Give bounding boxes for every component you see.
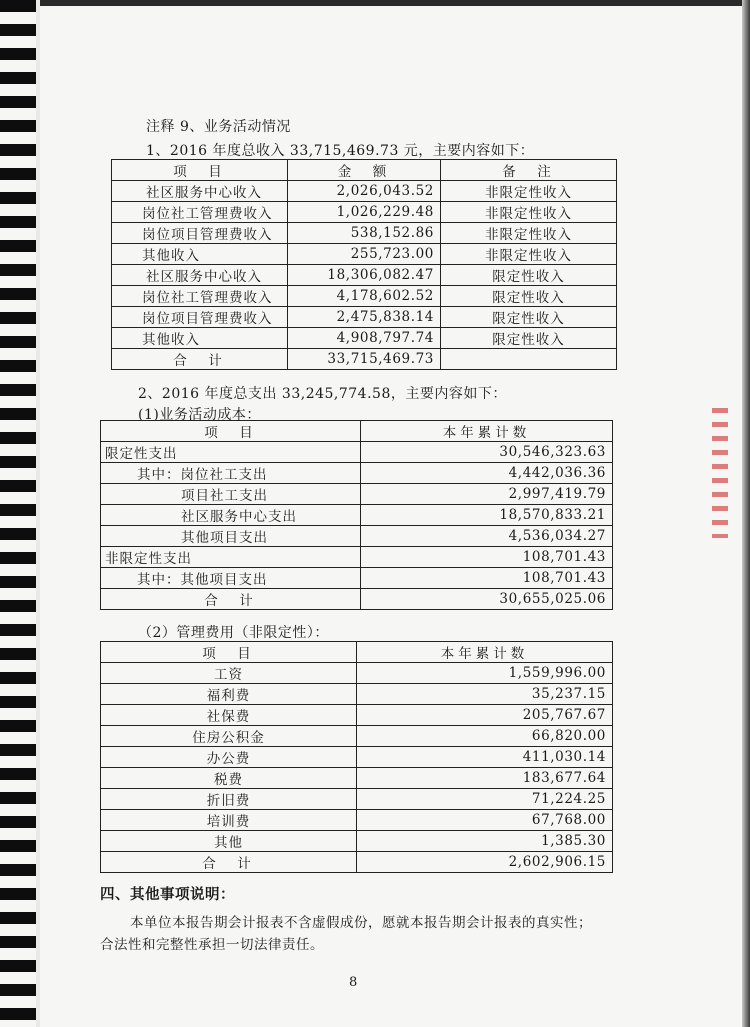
table-row (101, 726, 613, 747)
amount-value: 18,570,833.21 (361, 505, 613, 526)
item-name: 其他 (101, 831, 357, 852)
item-name: 其中：其他项目支出 (101, 568, 361, 589)
amount-value: 108,701.43 (361, 568, 613, 589)
item-name: 折旧费 (101, 789, 357, 810)
other-matters-heading: 四、其他事项说明： (100, 886, 235, 903)
item-name: 社保费 (101, 705, 357, 726)
table-row (101, 484, 613, 505)
table-row (112, 328, 617, 349)
statement-line-1: 本单位本报告期会计报表不含虚假成份，愿就本报告期会计报表的真实性； (130, 915, 592, 931)
binding-edge (36, 0, 40, 1027)
table-header-row (101, 421, 613, 442)
admin-expense-heading: （2）管理费用（非限定性）： (138, 625, 329, 641)
table-row (101, 684, 613, 705)
amount-value: 4,442,036.36 (361, 463, 613, 484)
total-row (101, 589, 613, 610)
amount-value: 35,237.15 (357, 684, 613, 705)
table-header-row (112, 160, 617, 181)
item-name: 岗位项目管理费收入 (112, 307, 288, 328)
table-row (101, 663, 613, 684)
item-name: 其他收入 (112, 244, 288, 265)
column-header-note: 备 注 (441, 160, 617, 181)
spiral-binding (0, 0, 36, 1027)
amount-value: 538,152.86 (288, 223, 441, 244)
total-row (101, 852, 613, 873)
item-name: 其他项目支出 (101, 526, 361, 547)
item-name: 限定性支出 (101, 442, 361, 463)
revenue-table (111, 159, 617, 370)
table-row (101, 705, 613, 726)
item-name: 岗位社工管理费收入 (112, 202, 288, 223)
amount-value: 4,178,602.52 (288, 286, 441, 307)
amount-value: 255,723.00 (288, 244, 441, 265)
amount-value: 1,385.30 (357, 831, 613, 852)
table-row (101, 526, 613, 547)
total-label: 合 计 (112, 349, 288, 370)
amount-value: 183,677.64 (357, 768, 613, 789)
item-name: 岗位项目管理费收入 (112, 223, 288, 244)
table-row (101, 810, 613, 831)
amount-value: 1,026,229.48 (288, 202, 441, 223)
table-row (101, 789, 613, 810)
note-value: 限定性收入 (441, 265, 617, 286)
item-name: 福利费 (101, 684, 357, 705)
item-name: 税费 (101, 768, 357, 789)
admin-expense-table (100, 641, 613, 873)
item-name: 办公费 (101, 747, 357, 768)
table-row (101, 547, 613, 568)
total-row (112, 349, 617, 370)
item-name: 其中：岗位社工支出 (101, 463, 361, 484)
item-name: 住房公积金 (101, 726, 357, 747)
column-header-ytd: 本年累计数 (357, 642, 613, 663)
amount-value: 1,559,996.00 (357, 663, 613, 684)
amount-value: 30,546,323.63 (361, 442, 613, 463)
note-value: 非限定性收入 (441, 244, 617, 265)
item-name: 非限定性支出 (101, 547, 361, 568)
table-row (101, 768, 613, 789)
amount-value: 2,026,043.52 (288, 181, 441, 202)
table-row (101, 747, 613, 768)
amount-value: 205,767.67 (357, 705, 613, 726)
item-name: 社区服务中心收入 (112, 181, 288, 202)
table-header-row (101, 642, 613, 663)
item-name: 其他收入 (112, 328, 288, 349)
item-name: 社区服务中心支出 (101, 505, 361, 526)
page-edge-shadow (742, 0, 750, 1027)
table-row (101, 505, 613, 526)
amount-value: 2,475,838.14 (288, 307, 441, 328)
total-amount: 2,602,906.15 (357, 852, 613, 873)
total-amount: 30,655,025.06 (361, 589, 613, 610)
column-header-item: 项 目 (112, 160, 288, 181)
empty-cell (441, 349, 617, 370)
note-title: 注释 9、业务活动情况 (146, 119, 291, 135)
business-cost-heading: (1)业务活动成本： (138, 407, 261, 423)
table-row (101, 568, 613, 589)
total-amount: 33,715,469.73 (288, 349, 441, 370)
column-header-item: 项 目 (101, 642, 357, 663)
revenue-heading: 1、2016 年度总收入 33,715,469.73 元，主要内容如下： (146, 143, 535, 159)
statement-line-2: 合法性和完整性承担一切法律责任。 (100, 937, 324, 953)
amount-value: 411,030.14 (357, 747, 613, 768)
amount-value: 2,997,419.79 (361, 484, 613, 505)
table-row (101, 442, 613, 463)
expense-heading: 2、2016 年度总支出 33,245,774.58，主要内容如下： (138, 386, 507, 402)
column-header-amount: 金 额 (288, 160, 441, 181)
total-label: 合 计 (101, 852, 357, 873)
table-row (101, 463, 613, 484)
table-row (112, 202, 617, 223)
amount-value: 71,224.25 (357, 789, 613, 810)
table-row (112, 286, 617, 307)
seal-stamp-marks (712, 408, 728, 538)
business-cost-table (100, 420, 613, 610)
note-value: 限定性收入 (441, 286, 617, 307)
item-name: 工资 (101, 663, 357, 684)
amount-value: 67,768.00 (357, 810, 613, 831)
table-row (112, 223, 617, 244)
note-value: 非限定性收入 (441, 223, 617, 244)
note-value: 限定性收入 (441, 328, 617, 349)
page-number: 8 (349, 975, 358, 990)
item-name: 社区服务中心收入 (112, 265, 288, 286)
table-row (112, 307, 617, 328)
table-row (101, 831, 613, 852)
item-name: 岗位社工管理费收入 (112, 286, 288, 307)
note-value: 非限定性收入 (441, 202, 617, 223)
total-label: 合 计 (101, 589, 361, 610)
table-row (112, 181, 617, 202)
amount-value: 18,306,082.47 (288, 265, 441, 286)
table-row (112, 265, 617, 286)
item-name: 项目社工支出 (101, 484, 361, 505)
note-value: 限定性收入 (441, 307, 617, 328)
note-value: 非限定性收入 (441, 181, 617, 202)
amount-value: 4,908,797.74 (288, 328, 441, 349)
column-header-ytd: 本年累计数 (361, 421, 613, 442)
item-name: 培训费 (101, 810, 357, 831)
amount-value: 4,536,034.27 (361, 526, 613, 547)
table-row (112, 244, 617, 265)
amount-value: 66,820.00 (357, 726, 613, 747)
column-header-item: 项 目 (101, 421, 361, 442)
amount-value: 108,701.43 (361, 547, 613, 568)
